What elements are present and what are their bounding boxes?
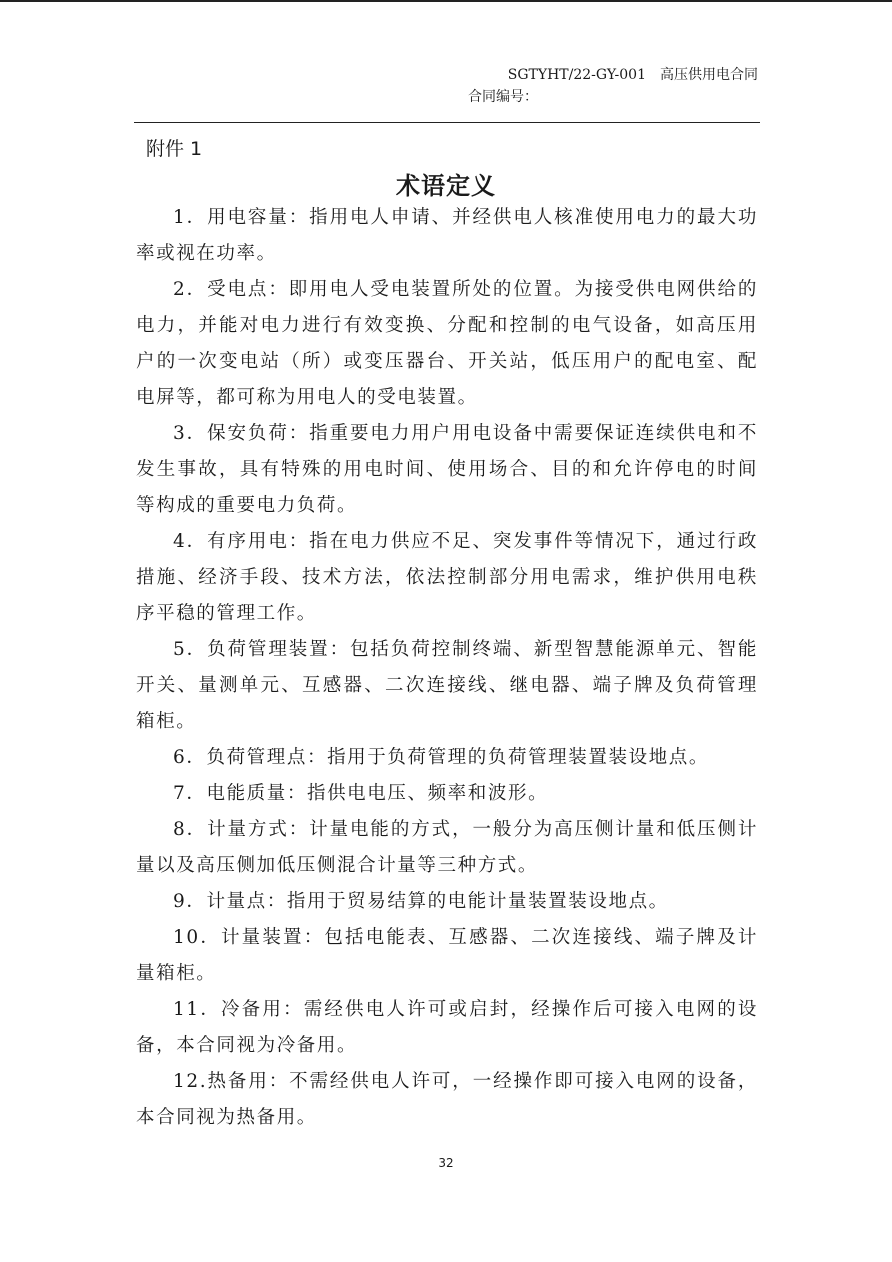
definition-paragraph: 5．负荷管理装置：包括负荷控制终端、新型智慧能源单元、智能开关、量测单元、互感器、二次连接线、继电器、端子牌及负荷管理箱柜。 xyxy=(136,639,758,732)
top-border xyxy=(0,0,892,2)
definition-paragraph: 7．电能质量：指供电电压、频率和波形。 xyxy=(173,783,549,804)
definition-paragraph: 10．计量装置：包括电能表、互感器、二次连接线、端子牌及计量箱柜。 xyxy=(136,927,758,984)
header-divider xyxy=(134,122,760,123)
page-title: 术语定义 xyxy=(396,172,496,200)
definition-paragraph: 6．负荷管理点：指用于负荷管理的负荷管理装置装设地点。 xyxy=(173,747,709,768)
contract-number-label: 合同编号： xyxy=(468,89,538,105)
definition-paragraph: 2．受电点：即用电人受电装置所处的位置。为接受供电网供给的电力，并能对电力进行有效变换、分配和控制的电气设备，如高压用户的一次变电站（所）或变压器台、开关站，低压用户的配电室、配电屏等，都可称为用电人的受电装置。 xyxy=(136,279,758,408)
page-number: 32 xyxy=(438,1156,454,1170)
definition-paragraph: 11．冷备用：需经供电人许可或启封，经操作后可接入电网的设备，本合同视为冷备用。 xyxy=(136,999,758,1056)
definitions-body xyxy=(136,200,758,1136)
contract-code: SGTYHT/22-GY-001 xyxy=(507,67,646,83)
definition-paragraph: 8．计量方式：计量电能的方式，一般分为高压侧计量和低压侧计量以及高压侧加低压侧混合计量等三种方式。 xyxy=(136,819,758,876)
running-header xyxy=(508,64,758,84)
contract-title: 高压供用电合同 xyxy=(660,67,758,83)
definition-paragraph: 9．计量点：指用于贸易结算的电能计量装置装设地点。 xyxy=(173,891,669,912)
attachment-label: 附件 1 xyxy=(146,138,203,160)
definition-paragraph: 12.热备用：不需经供电人许可，一经操作即可接入电网的设备，本合同视为热备用。 xyxy=(136,1071,758,1128)
definition-paragraph: 1．用电容量：指用电人申请、并经供电人核准使用电力的最大功率或视在功率。 xyxy=(136,207,758,264)
definition-paragraph: 3．保安负荷：指重要电力用户用电设备中需要保证连续供电和不发生事故，具有特殊的用电时间、使用场合、目的和允许停电的时间等构成的重要电力负荷。 xyxy=(136,423,758,516)
definition-paragraph: 4．有序用电：指在电力供应不足、突发事件等情况下，通过行政措施、经济手段、技术方法，依法控制部分用电需求，维护供用电秩序平稳的管理工作。 xyxy=(136,531,758,624)
